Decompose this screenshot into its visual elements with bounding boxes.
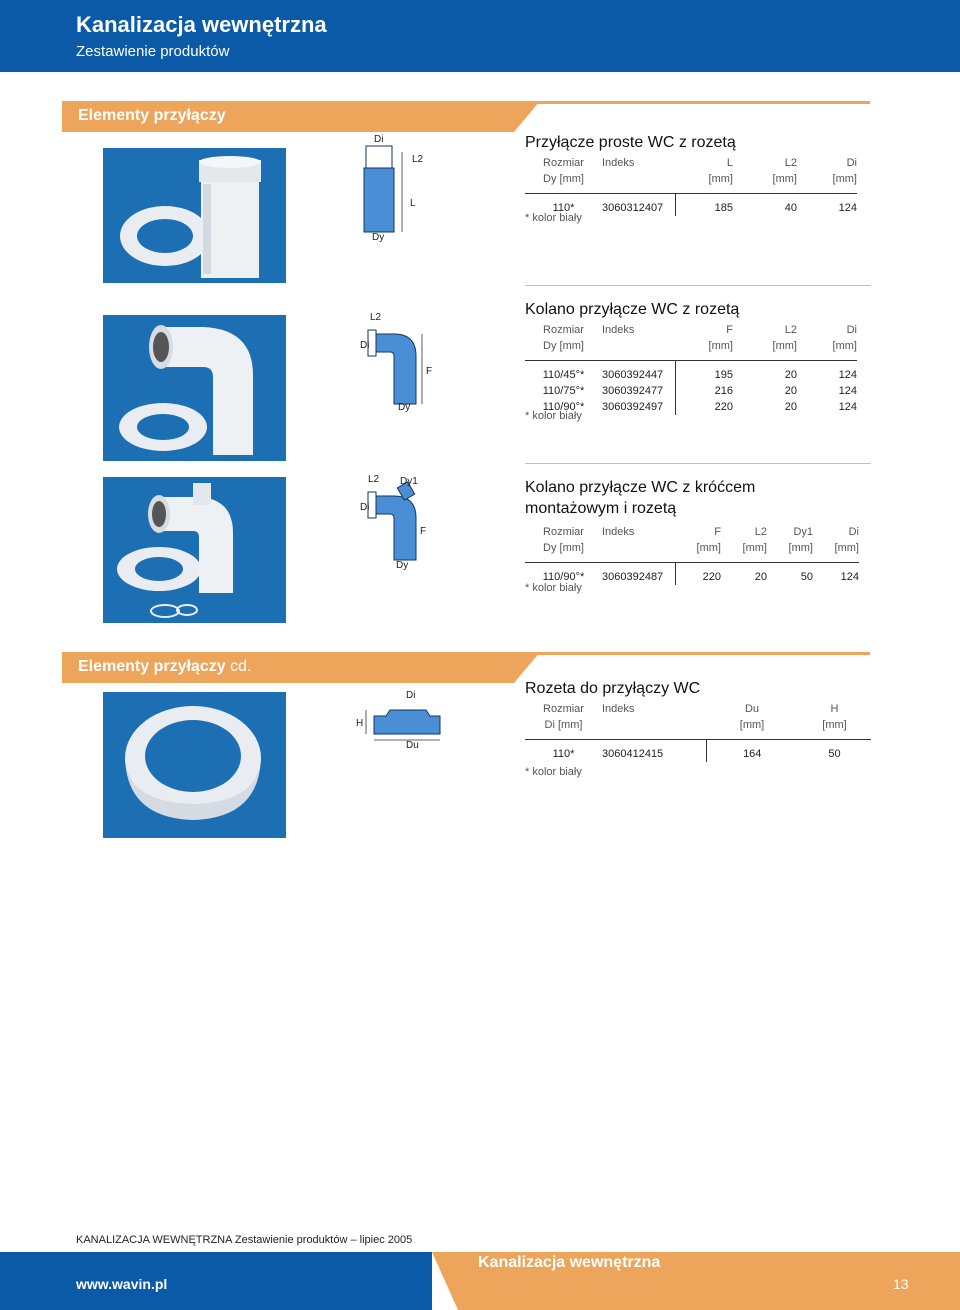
diagram-label-du: Du — [406, 740, 419, 751]
diagram-label-f: F — [426, 366, 433, 377]
product-photo-elbow-connector — [103, 315, 286, 461]
product-spec-table — [525, 322, 857, 415]
product-photo-rosette — [103, 692, 286, 838]
diagram-label-f: F — [420, 526, 427, 537]
page-title: Kanalizacja wewnętrzna — [76, 12, 327, 37]
elbow-with-spigot-illustration — [103, 477, 286, 623]
page-subtitle: Zestawienie produktów — [76, 43, 230, 60]
table-header-row: Rozmiar Indeks L L2 Di — [543, 157, 857, 169]
table-row: 110/90°* 3060392487 220 20 50 124 — [542, 571, 859, 583]
section-title: Elementy przyłączy cd. — [78, 658, 252, 675]
section-title: Elementy przyłączy — [78, 107, 226, 124]
diagram-label-l: L — [410, 198, 416, 209]
diagram-label-dy1: Dy1 — [400, 476, 418, 487]
divider — [525, 285, 871, 286]
product-title: Przyłącze proste WC z rozetą — [525, 134, 736, 151]
table-header-row: Rozmiar Indeks Du H — [543, 703, 839, 715]
elbow-connector-illustration — [103, 315, 286, 461]
diagram-label-di: Di — [374, 134, 384, 145]
rosette-diagram — [356, 686, 452, 750]
color-note: * kolor biały — [525, 582, 582, 594]
color-note: * kolor biały — [525, 766, 582, 778]
elbow-connector-diagram — [356, 306, 436, 418]
product-spec-table — [525, 701, 871, 762]
color-note: * kolor biały — [525, 410, 582, 422]
table-header-row: Rozmiar Indeks F L2 Di — [543, 324, 857, 336]
diagram-label-di: Di — [360, 340, 370, 351]
diagram-label-l2: L2 — [370, 312, 382, 323]
straight-connector-diagram — [356, 134, 428, 244]
divider — [525, 463, 871, 464]
section-band — [62, 652, 870, 683]
diagram-label-dy: Dy — [396, 560, 409, 571]
product-title: Rozeta do przyłączy WC — [525, 680, 701, 697]
diagram-label-dy: Dy — [398, 402, 411, 413]
diagram-label-l2: L2 — [412, 154, 424, 165]
diagram-label-l2: L2 — [368, 474, 380, 485]
diagram-label-dy: Dy — [372, 232, 385, 243]
table-row: 110/45°* 3060392447 195 20 124 — [542, 369, 857, 381]
diagram-label-h: H — [356, 718, 364, 729]
table-units-row: Dy [mm] [mm] [mm] [mm] — [543, 340, 857, 352]
diagram-label-di: Di — [360, 502, 370, 513]
page-header — [0, 0, 960, 72]
table-row: 110/90°* 3060392497 220 20 124 — [542, 401, 857, 413]
product-title: Kolano przyłącze WC z rozetą — [525, 301, 740, 318]
section-band — [62, 101, 870, 132]
product-photo-straight-connector — [103, 148, 286, 283]
table-row: 110* 3060412415 164 50 — [552, 748, 841, 760]
product-photo-elbow-with-spigot — [103, 477, 286, 623]
website-link[interactable]: www.wavin.pl — [76, 1276, 168, 1292]
straight-connector-illustration — [103, 148, 286, 283]
table-row: 110/75°* 3060392477 216 20 124 — [542, 385, 857, 397]
table-units-row: Dy [mm] [mm] [mm] [mm] [mm] — [543, 542, 859, 554]
elbow-with-spigot-diagram — [356, 468, 440, 578]
footer-brand: Kanalizacja wewnętrzna — [478, 1254, 661, 1271]
color-note: * kolor biały — [525, 212, 582, 224]
product-spec-table — [525, 524, 859, 585]
product-title: Kolano przyłącze WC z króćcem montażowym i rozetą — [525, 479, 756, 517]
table-units-row: Dy [mm] [mm] [mm] [mm] — [543, 173, 857, 185]
table-header-row: Rozmiar Indeks F L2 Dy1 Di — [543, 526, 859, 538]
product-spec-table — [525, 155, 857, 216]
table-units-row: Di [mm] [mm] [mm] — [544, 719, 847, 731]
diagram-label-di: Di — [406, 690, 416, 701]
table-row: 110* 3060312407 185 40 124 — [552, 202, 857, 214]
footer-caption: KANALIZACJA WEWNĘTRZNA Zestawienie produktów – lipiec 2005 — [76, 1234, 413, 1246]
rosette-illustration — [103, 692, 286, 838]
page-number: 13 — [893, 1276, 909, 1292]
